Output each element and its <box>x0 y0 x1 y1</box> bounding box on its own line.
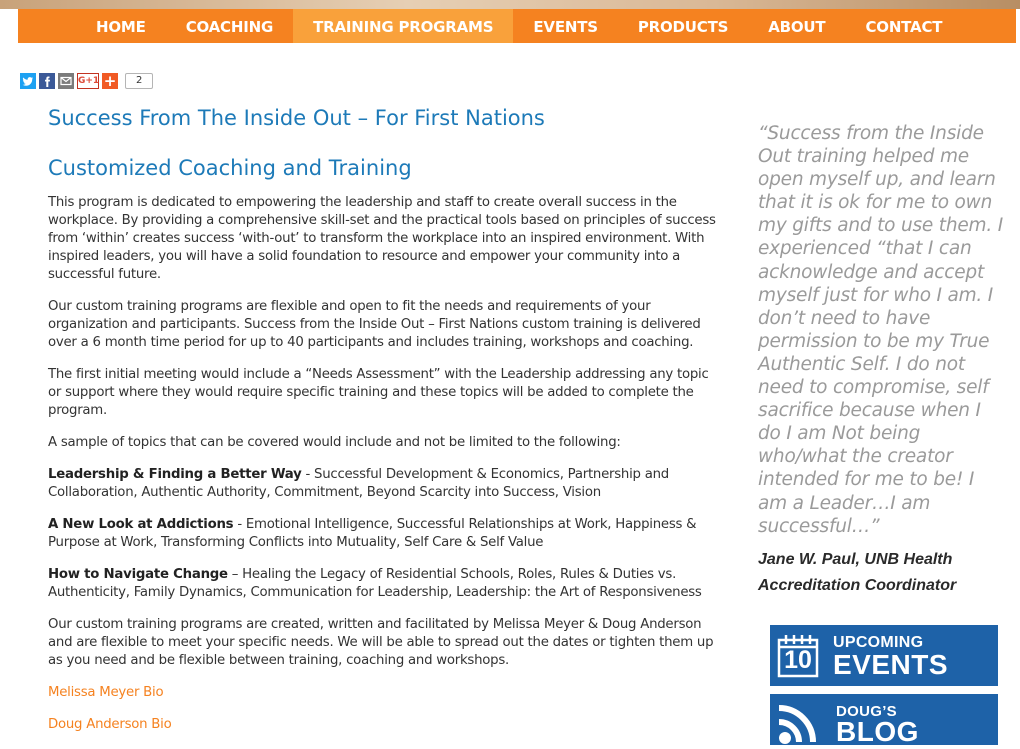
events-banner-line1: UPCOMING <box>833 634 924 651</box>
twitter-icon[interactable] <box>20 73 36 89</box>
main-navigation <box>18 9 1016 43</box>
calendar-icon <box>777 632 819 678</box>
melissa-meyer-bio-link[interactable]: Melissa Meyer Bio <box>48 685 164 700</box>
header-banner-strip <box>0 0 1020 9</box>
nav-about[interactable]: ABOUT <box>768 18 826 36</box>
page-title: Success From The Inside Out – For First Nations <box>48 106 545 130</box>
social-share-bar <box>20 73 153 89</box>
testimonial-sidebar <box>758 122 1008 599</box>
topic-description: – Healing the Legacy of Residential Schools, Roles, Rules & Duties vs. Authenticity, Family Dynamics, Communication for Leadership, Leadership: the Art of Responsiveness <box>48 567 702 600</box>
topic-addictions <box>48 516 720 552</box>
testimonial-author: Jane W. Paul, UNB Health Accreditation Coordinator <box>758 550 957 594</box>
dougs-blog-banner[interactable] <box>770 694 998 745</box>
nav-training-programs[interactable]: TRAINING PROGRAMS <box>293 9 513 43</box>
topic-description: - Successful Development & Economics, Partnership and Collaboration, Authentic Authority, Commitment, Beyond Scarcity into Success, Vision <box>48 467 669 500</box>
email-icon[interactable] <box>58 73 74 89</box>
topic-title: A New Look at Addictions <box>48 517 234 532</box>
nav-contact[interactable]: CONTACT <box>865 18 943 36</box>
doug-anderson-bio-link[interactable]: Doug Anderson Bio <box>48 717 172 732</box>
topic-leadership <box>48 466 720 502</box>
facilitators-paragraph: Our custom training programs are created, written and facilitated by Melissa Meyer & Doug Anderson and are flexible to meet your specific needs. We will be able to spread out the dates or tighten them up as you need and be flexible between training, coaching and workshops. <box>48 617 714 668</box>
topic-change <box>48 566 720 602</box>
nav-home[interactable]: HOME <box>96 18 146 36</box>
blog-banner-line1: DOUG’S <box>836 703 897 720</box>
facebook-icon[interactable] <box>39 73 55 89</box>
program-details-paragraph: Our custom training programs are flexible and open to fit the needs and requirements of your organization and participants. Success from the Inside Out – First Nations custom training is delivered over a 6 month time period for up to 40 participants and includes training, workshops and coaching. <box>48 299 701 350</box>
topic-description: - Emotional Intelligence, Successful Relationships at Work, Happiness & Purpose at Work, Transforming Conflicts into Mutuality, Self Care & Self Value <box>48 517 697 550</box>
calendar-day: 10 <box>784 646 812 674</box>
add-icon[interactable]: + <box>103 72 117 90</box>
share-count-badge: 2 <box>125 73 153 89</box>
topic-title: How to Navigate Change <box>48 567 228 582</box>
events-banner-line2: EVENTS <box>833 649 949 680</box>
google-plus-icon[interactable]: G+1 <box>77 73 99 89</box>
topics-intro-paragraph: A sample of topics that can be covered would include and not be limited to the following: <box>48 435 621 450</box>
testimonial-quote: “Success from the Inside Out training helped me open myself up, and learn that it is ok for me to own my gifts and to use them. I experienced “that I can acknowledge and accept myself just for who I am. I don’t need to have permission to be my True Authentic Self. I do not need to compromise, self sacrifice because when I do I am Not being who/what the creator intended for me to be! I am a Leader…I am successful…” <box>758 123 1003 537</box>
nav-events[interactable]: EVENTS <box>533 18 598 36</box>
main-content <box>48 104 720 734</box>
needs-assessment-paragraph: The first initial meeting would include a “Needs Assessment” with the Leadership addressing any topic or support where they would require specific training and these topics will be added to complete the program. <box>48 367 709 418</box>
intro-paragraph: This program is dedicated to empowering the leadership and staff to create overall success in the workplace. By providing a comprehensive skill-set and the practical tools based on principles of success from ‘within’ creates success ‘with-out’ to transform the workplace into an inspired environment. With inspired leaders, you will have a solid foundation to resource and empower your community into a successful future. <box>48 195 716 282</box>
upcoming-events-banner[interactable] <box>770 625 998 686</box>
rss-icon <box>776 700 826 745</box>
section-heading: Customized Coaching and Training <box>48 156 412 180</box>
nav-products[interactable]: PRODUCTS <box>637 18 729 36</box>
topic-title: Leadership & Finding a Better Way <box>48 467 302 482</box>
nav-coaching[interactable]: COACHING <box>185 18 274 36</box>
blog-banner-line2: BLOG <box>836 716 919 747</box>
